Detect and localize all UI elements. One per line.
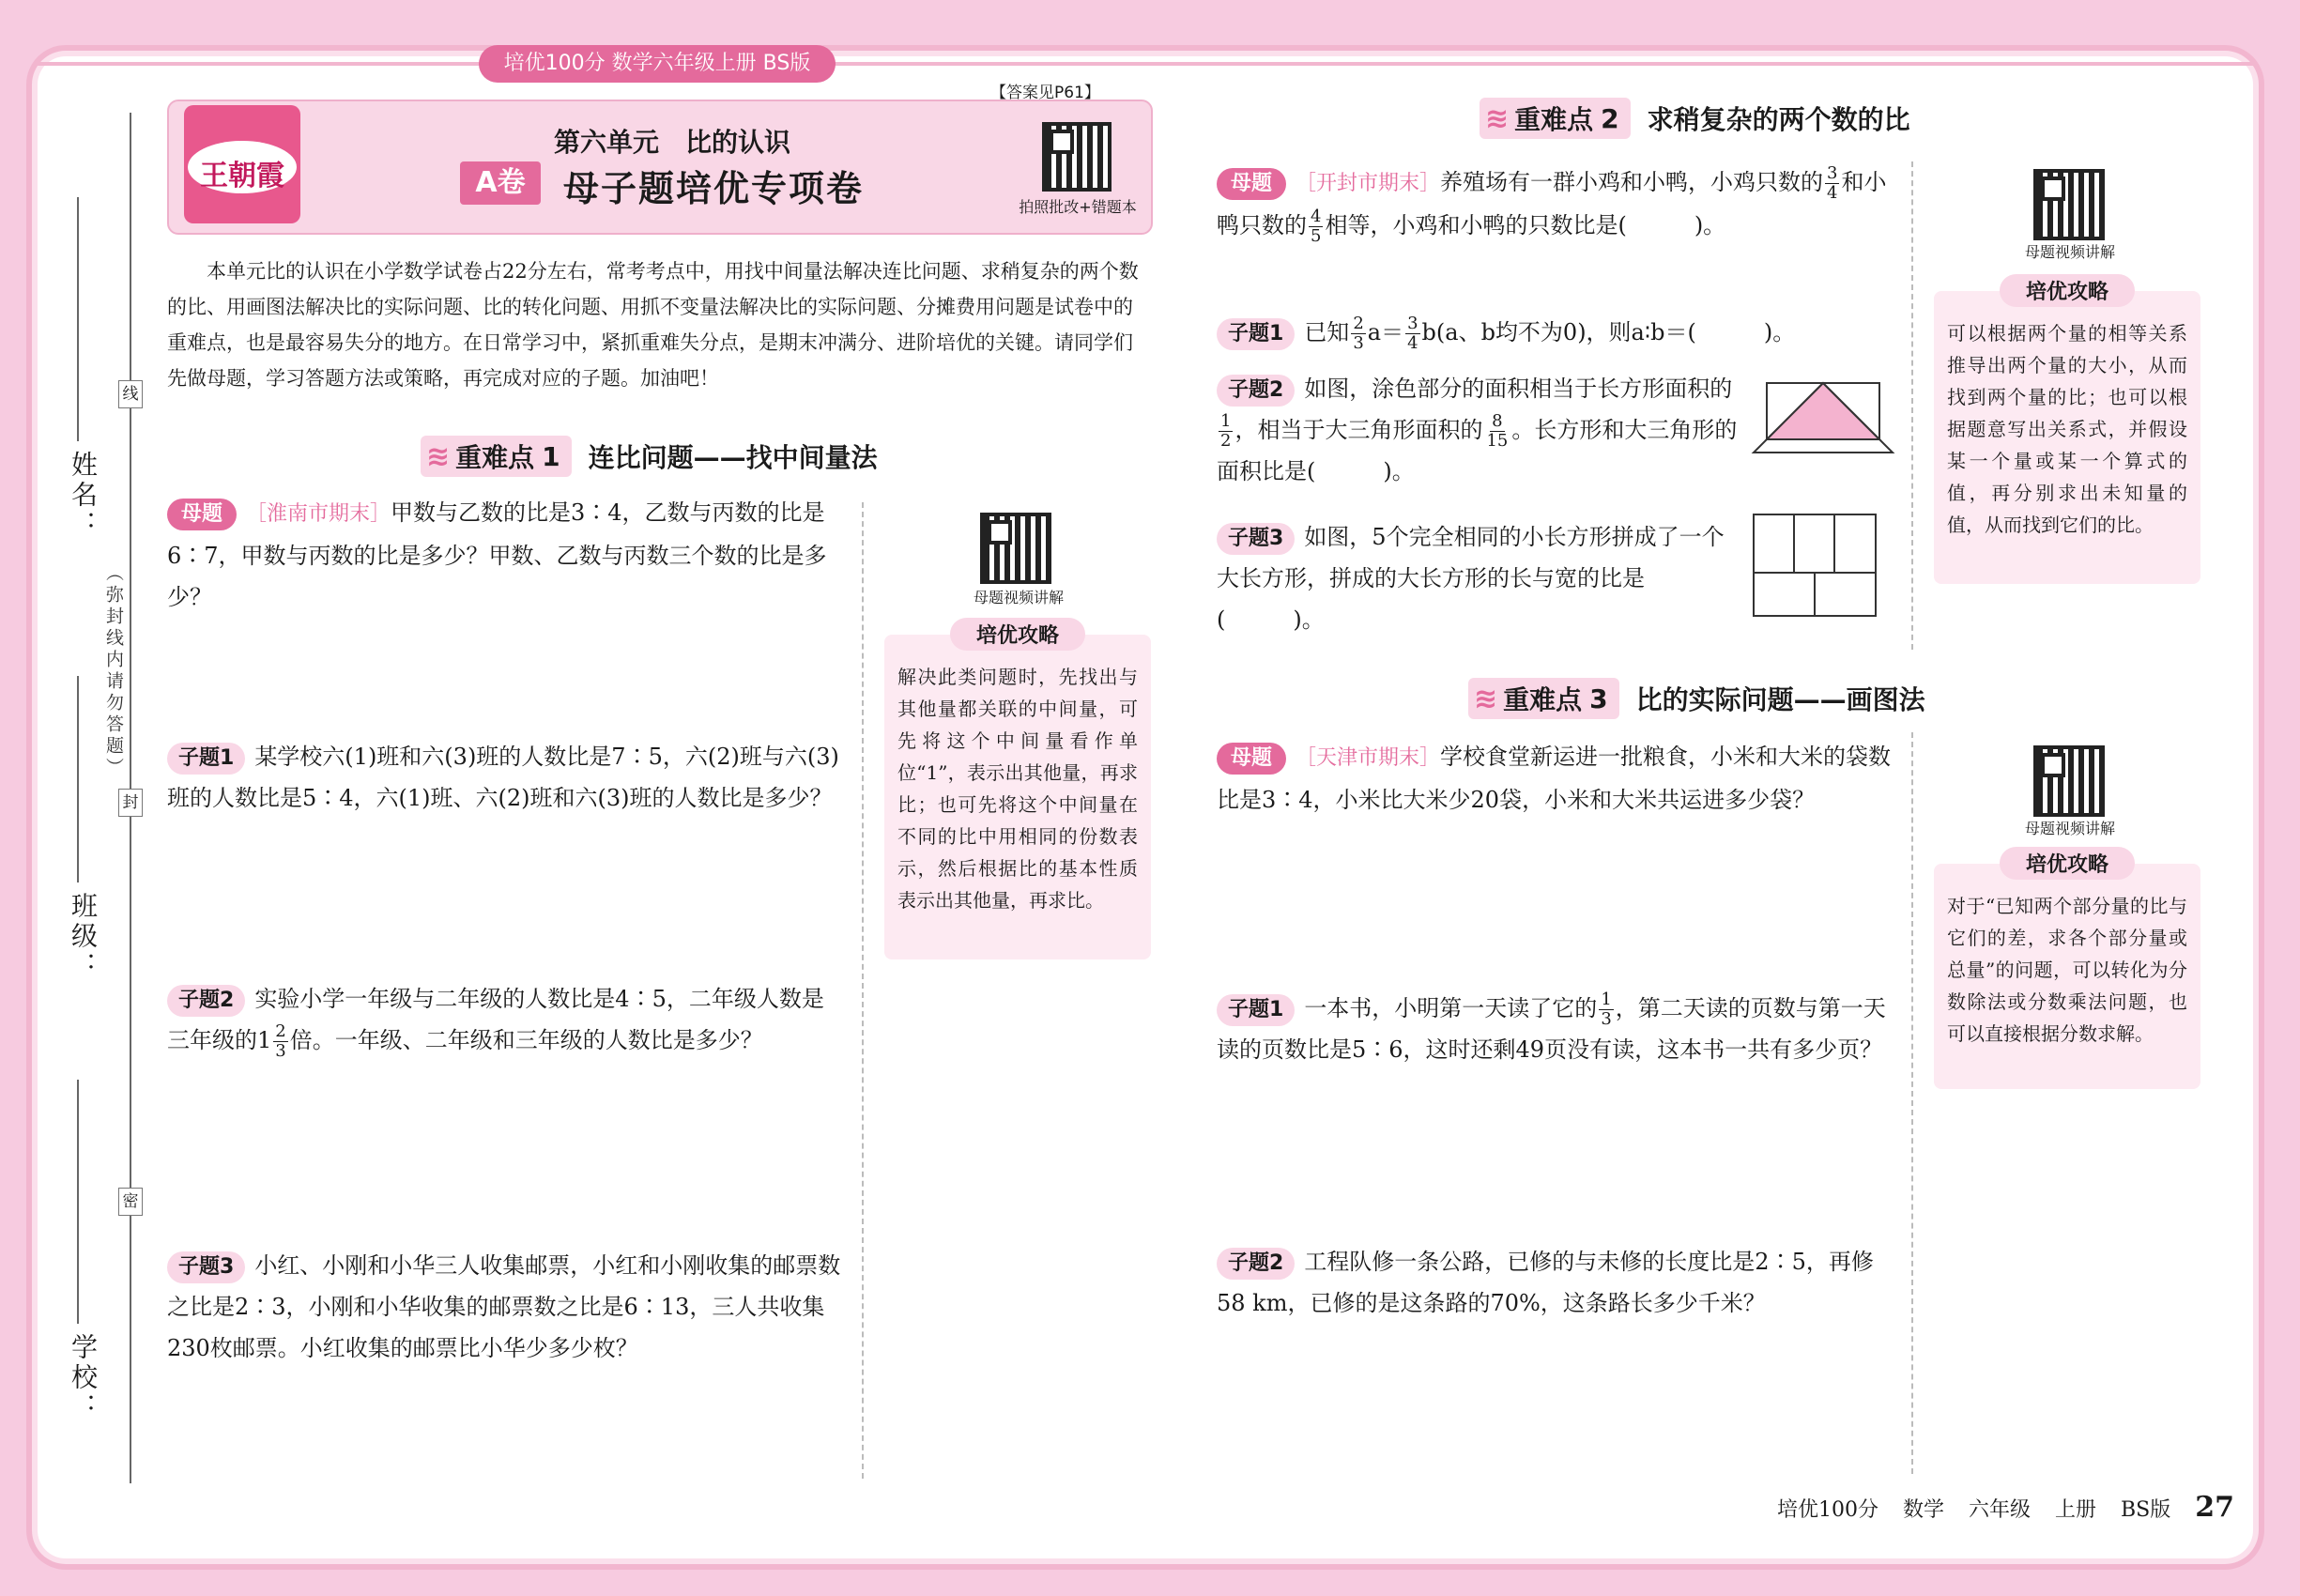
paper-badge: A卷 xyxy=(460,161,541,205)
fraction-den: 5 xyxy=(1311,226,1322,246)
sub-text: ，第二天读的页数与第一天读的页数比是5∶6，这时还剩49页没有读，这本书一共有多少页？ xyxy=(1217,995,1886,1063)
section3-sub2 xyxy=(1217,1241,1893,1324)
section3-title: 比的实际问题——画图法 xyxy=(1635,684,1925,715)
sub-text: 。长方形和大三角形的面积比是( )。 xyxy=(1217,417,1738,484)
sub-text: 一本书，小明第一天读了它的 xyxy=(1304,995,1598,1021)
wave-icon: ≋ xyxy=(426,439,451,473)
mother-text: 相等，小鸡和小鸭的只数比是( )。 xyxy=(1325,212,1726,238)
sub-tag: 子题2 xyxy=(167,985,245,1017)
school-label: 学校： xyxy=(68,1333,99,1423)
footer-volume: 上册 xyxy=(2054,1498,2096,1522)
no-answer-warning: （弥封线内请勿答题） xyxy=(103,563,124,779)
section2-badge xyxy=(1480,98,1631,139)
mother-text: 养殖场有一群小鸡和小鸭，小鸡只数的 xyxy=(1440,169,1824,195)
fraction-num: 8 xyxy=(1492,411,1503,431)
section3-badge-text: 重难点 xyxy=(1503,684,1583,715)
section2-sub3 xyxy=(1217,516,1742,640)
section3-badge xyxy=(1468,678,1619,719)
footer-grade: 六年级 xyxy=(1968,1498,2031,1522)
fraction xyxy=(1825,164,1839,203)
paper-title: 母子题培优专项卷 xyxy=(563,168,865,209)
section2-heading xyxy=(1480,98,1910,139)
fraction-den: 3 xyxy=(275,1041,286,1061)
strategy-title: 培优攻略 xyxy=(2000,274,2135,307)
line-marker: 线 xyxy=(118,380,143,408)
unit-title: 第六单元 比的认识 xyxy=(554,127,791,158)
fraction-den: 4 xyxy=(1827,183,1838,203)
fraction-den: 2 xyxy=(1220,431,1232,451)
qr-caption: 母题视频讲解 xyxy=(973,589,1064,606)
section1-num: 1 xyxy=(542,440,560,472)
strategy-text: 对于“已知两个部分量的比与它们的差，求各个部分量或总量”的问题，可以转化为分数除法或分数乘法问题，也可以直接根据分数求解。 xyxy=(1947,895,2187,1045)
name-label: 姓名： xyxy=(68,451,99,541)
fraction-den: 3 xyxy=(1353,333,1364,353)
page-footer xyxy=(1777,1491,2234,1524)
qr-code-icon[interactable] xyxy=(980,513,1051,584)
fraction-num: 1 xyxy=(1220,411,1232,431)
sub-text: b(a、b均不为0)，则a∶b＝( )。 xyxy=(1421,319,1796,345)
section2-mother-question xyxy=(1217,161,1893,246)
sub-tag: 子题1 xyxy=(1217,318,1295,350)
section1-title: 连比问题——找中间量法 xyxy=(588,442,878,473)
sub-tag: 子题3 xyxy=(1217,523,1295,555)
sub-tag: 子题2 xyxy=(1217,375,1295,407)
qr-caption: 拍照批改+错题本 xyxy=(1019,198,1137,216)
sub-tag: 子题2 xyxy=(1217,1248,1295,1280)
qr-code-icon[interactable] xyxy=(1042,122,1112,192)
sub-tag: 子题3 xyxy=(167,1251,245,1283)
mother-text: 和小鸭只数的 xyxy=(1217,169,1887,238)
section1-sub1 xyxy=(167,736,843,819)
fraction-den: 4 xyxy=(1407,333,1418,353)
section2-sub1 xyxy=(1217,312,1893,353)
fraction xyxy=(1351,315,1365,353)
section1-heading xyxy=(421,436,878,477)
section2-strategy xyxy=(1934,281,2200,584)
sub-text: 工程队修一条公路，已修的与未修的长度比是2∶5，再修58 km，已修的是这条路的70%，这条路长多少千米？ xyxy=(1217,1249,1874,1316)
sub-text: 如图，5个完全相同的小长方形拼成了一个大长方形，拼成的大长方形的长与宽的比是( )。 xyxy=(1217,524,1725,633)
intro-paragraph: 本单元比的认识在小学数学试卷占22分左右，常考考点中，用找中间量法解决连比问题、求稍复杂的两个数的比、用画图法解决比的实际问题、比的转化问题、用抓不变量法解决比的实际问题、分摊费用问题是试卷中的重难点，也是最容易失分的地方。在日常学习中，紧抓重难失分点，是期末冲满分、进阶培优的关键。请同学们先做母题，学习答题方法或策略，再完成对应的子题。加油吧！ xyxy=(167,260,1139,390)
mother-source: ［淮南市期末］ xyxy=(246,502,391,526)
fraction-den: 3 xyxy=(1601,1009,1612,1029)
sub-text: 倍。一年级、二年级和三年级的人数比是多少？ xyxy=(289,1027,763,1053)
fraction-num: 1 xyxy=(1601,990,1612,1009)
fraction xyxy=(273,1022,287,1061)
fraction-num: 3 xyxy=(1407,314,1418,333)
section1-badge xyxy=(421,436,572,477)
qr-caption: 母题视频讲解 xyxy=(2024,820,2115,837)
right-column-divider-1 xyxy=(1911,161,1913,650)
class-label: 班级： xyxy=(68,892,99,982)
fraction-den: 15 xyxy=(1486,431,1509,451)
section1-sub3 xyxy=(167,1245,843,1369)
logo-text: 王朝霞 xyxy=(200,160,284,192)
section1-strategy xyxy=(884,624,1151,959)
sub-text: 小红、小刚和小华三人收集邮票，小红和小刚收集的邮票数之比是2∶3，小刚和小华收集的邮票数之比是6∶13，三人共收集230枚邮票。小红收集的邮票比小华少多少枚？ xyxy=(167,1252,841,1361)
section2-title: 求稍复杂的两个数的比 xyxy=(1647,104,1910,135)
fraction-num: 3 xyxy=(1827,163,1838,183)
mother-text: 甲数与乙数的比是3∶4，乙数与丙数的比是6∶7，甲数与丙数的比是多少？甲数、乙数与丙数三个数的比是多少？ xyxy=(167,499,827,610)
fraction xyxy=(1219,412,1233,451)
left-column-divider xyxy=(862,502,864,1479)
section1-badge-text: 重难点 xyxy=(455,442,535,473)
page-number: 27 xyxy=(2195,1491,2234,1524)
wave-icon: ≋ xyxy=(1474,682,1498,715)
section2-num: 2 xyxy=(1601,102,1619,134)
sub-text: a＝ xyxy=(1367,319,1404,345)
mother-source: ［开封市期末］ xyxy=(1296,172,1441,195)
sub-text: ，相当于大三角形面积的 xyxy=(1234,417,1483,443)
seal-marker: 封 xyxy=(118,789,143,817)
sub-text: 实验小学一年级与二年级的人数比是4∶5，二年级人数是三年级的1 xyxy=(167,986,824,1053)
mother-tag: 母题 xyxy=(167,499,237,530)
five-rectangles-figure xyxy=(1750,511,1881,620)
answer-reference: 【答案见P61】 xyxy=(990,84,1100,102)
sub-text: 如图，涂色部分的面积相当于长方形面积的 xyxy=(1304,376,1733,402)
strategy-title: 培优攻略 xyxy=(950,618,1085,651)
fraction xyxy=(1405,315,1419,353)
section1-sub2 xyxy=(167,978,843,1061)
top-divider xyxy=(38,62,2253,66)
fraction-num: 4 xyxy=(1311,207,1322,226)
section3-num: 3 xyxy=(1589,683,1608,714)
top-banner: 培优100分 数学六年级上册 BS版 xyxy=(479,45,836,83)
section3-sub1 xyxy=(1217,988,1893,1070)
mother-tag: 母题 xyxy=(1217,168,1286,200)
mother-text: 学校食堂新运进一批粮食，小米和大米的袋数比是3∶4，小米比大米少20袋，小米和大米共运进多少袋？ xyxy=(1217,744,1892,813)
figure-shaded-triangle xyxy=(1767,383,1879,439)
fraction xyxy=(1309,207,1323,246)
section3-heading xyxy=(1468,678,1925,719)
strategy-text: 解决此类问题时，先找出与其他量都关联的中间量，可先将这个中间量看作单位“1”，表示出其他量，再求比；也可先将这个中间量在不同的比中用相同的份数表示，然后根据比的基本性质表示出其他量，再求比。 xyxy=(897,666,1138,912)
mother-source: ［天津市期末］ xyxy=(1296,746,1441,770)
name-underline xyxy=(77,197,79,441)
qr-code-icon[interactable] xyxy=(2033,745,2105,817)
section3-mother-question xyxy=(1217,736,1893,821)
fraction-num: 2 xyxy=(275,1021,286,1041)
school-underline xyxy=(77,1080,79,1324)
right-column-divider-2 xyxy=(1911,732,1913,1474)
seal-marker-2: 密 xyxy=(118,1188,143,1216)
sub-tag: 子题1 xyxy=(1217,994,1295,1026)
qr-code-icon[interactable] xyxy=(2033,169,2105,240)
footer-edition: BS版 xyxy=(2121,1498,2171,1522)
sub-text: 某学校六(1)班和六(3)班的人数比是7∶5，六(2)班与六(3)班的人数比是5∶4，六(1)班、六(2)班和六(3)班的人数比是多少？ xyxy=(167,744,839,811)
section2-sub2 xyxy=(1217,368,1742,492)
footer-book: 培优100分 xyxy=(1776,1498,1878,1522)
strategy-title: 培优攻略 xyxy=(2000,847,2135,880)
fraction xyxy=(1484,412,1510,451)
mother-tag: 母题 xyxy=(1217,743,1286,775)
sub-text: 已知 xyxy=(1304,319,1350,345)
fraction xyxy=(1599,990,1613,1029)
section3-strategy xyxy=(1934,853,2200,1089)
rectangle-triangle-figure xyxy=(1750,376,1900,458)
section2-badge-text: 重难点 xyxy=(1514,104,1594,135)
strategy-text: 可以根据两个量的相等关系推导出两个量的大小，从而找到两个量的比；也可以根据题意写出关系式，并假设某一个量或某一个算式的值，再分别求出未知量的值，从而找到它们的比。 xyxy=(1947,322,2187,536)
section1-mother-question xyxy=(167,492,843,618)
wave-icon: ≋ xyxy=(1485,101,1510,135)
class-underline xyxy=(77,676,79,882)
qr-caption: 母题视频讲解 xyxy=(2024,243,2115,261)
sub-tag: 子题1 xyxy=(167,743,245,775)
fraction-num: 2 xyxy=(1353,314,1364,333)
footer-subject: 数学 xyxy=(1902,1498,1944,1522)
